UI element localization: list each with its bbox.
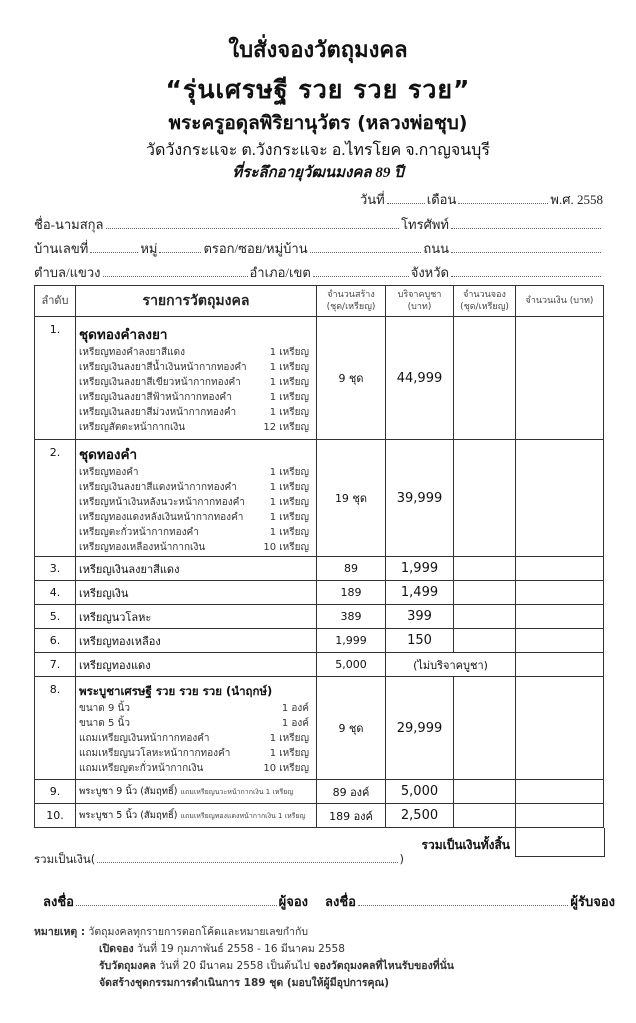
receiver-signature-row [325, 891, 615, 912]
created-qty: 1,999 [317, 629, 386, 653]
sub-item: ขนาด 5 นิ้ว 1 องค์ [79, 717, 309, 729]
row-no: 5. [35, 605, 76, 629]
district-row [34, 262, 603, 283]
table-row [35, 605, 604, 629]
reserve-qty-input[interactable] [454, 581, 516, 605]
total-words-field[interactable] [97, 852, 397, 863]
sub-item: เหรียญตะกั่วหน้ากากทองคำ 1 เหรียญ [79, 527, 309, 538]
booker-signature-row [43, 891, 308, 912]
sub-item: เหรียญเงินลงยาสีน้ำเงินหน้ากากทองคำ 1 เหรียญ [79, 362, 309, 373]
sub-item: เหรียญเงินลงยาสีเขียวหน้ากากทองคำ 1 เหรียญ [79, 377, 309, 388]
amount-input[interactable] [516, 804, 604, 828]
donation-price: 1,499 [386, 581, 454, 605]
created-qty: 5,000 [317, 653, 386, 677]
year-label: พ.ศ. 2558 [550, 192, 603, 207]
booker-signature-field[interactable] [76, 895, 277, 906]
temple-address: วัดวังกระแจะ ต.วังกระแจะ อ.ไทรโยค จ.กาญจนบุรี [146, 142, 490, 159]
total-words-label: รวมเป็นเงิน( [34, 852, 96, 866]
row-item [76, 317, 317, 440]
order-table [34, 285, 604, 828]
col-item: รายการวัตถุมงคล [76, 286, 317, 317]
sub-item: แถมเหรียญตะกั่วหน้ากากเงิน 10 เหรียญ [79, 762, 309, 774]
phone-label: โทรศัพท์ [401, 217, 449, 232]
table-row [35, 581, 604, 605]
col-amount: จำนวนเงิน (บาท) [516, 286, 604, 317]
row-item: เหรียญทองเหลือง [76, 629, 317, 653]
sub-item: ขนาด 9 นิ้ว 1 องค์ [79, 702, 309, 714]
col-reserve: จำนวนจอง (ชุด/เหรียญ) [454, 286, 516, 317]
amount-input[interactable] [516, 317, 604, 440]
reserve-qty-input[interactable] [454, 677, 516, 780]
name-row [34, 214, 603, 235]
sub-item: เหรียญทองเหลืองหน้ากากเงิน 10 เหรียญ [79, 542, 309, 553]
donation-price: 5,000 [386, 780, 454, 804]
house-no-field[interactable] [90, 242, 138, 253]
table-row [35, 557, 604, 581]
booker-role: ผู้จอง [278, 895, 308, 910]
reserve-qty-input[interactable] [454, 557, 516, 581]
phone-field[interactable] [451, 218, 601, 229]
receiver-role: ผู้รับจอง [570, 895, 615, 910]
row-item: พระบูชา 5 นิ้ว (สัมฤทธิ์) แถมเหรียญทองแดงหน้ากากเงิน 1 เหรียญ [76, 804, 317, 828]
row-item: เหรียญเงินลงยาสีแดง [76, 557, 317, 581]
name-label: ชื่อ-นามสกุล [34, 217, 104, 232]
sign-label: ลงชื่อ [43, 895, 74, 910]
table-header [35, 286, 604, 317]
amount-input[interactable] [516, 629, 604, 653]
row-item: พระบูชา 9 นิ้ว (สัมฤทธิ์) แถมเหรียญนวะหน้ากากเงิน 1 เหรียญ [76, 780, 317, 804]
amount-input[interactable] [516, 557, 604, 581]
house-no-label: บ้านเลขที่ [34, 241, 89, 256]
set-title: พระบูชาเศรษฐี รวย รวย รวย (นำฤกษ์) [79, 683, 273, 698]
sub-item: เหรียญสัตตะหน้ากากเงิน 12 เหรียญ [79, 422, 309, 433]
row-no: 6. [35, 629, 76, 653]
total-words-row: รวมเป็นเงิน( ) [34, 851, 404, 869]
province-field[interactable] [451, 266, 601, 277]
alley-label: ตรอก/ซอย/หมู่บ้าน [203, 241, 308, 256]
row-no: 8. [35, 677, 76, 780]
table-row [35, 440, 604, 557]
donation-price: 399 [386, 605, 454, 629]
notes-label: หมายเหตุ : [34, 926, 86, 938]
sub-item: เหรียญเงินลงยาสีแดงหน้ากากทองคำ 1 เหรียญ [79, 482, 309, 493]
row-no: 10. [35, 804, 76, 828]
date-row [360, 189, 603, 210]
table-row [35, 677, 604, 780]
table-row [35, 629, 604, 653]
date-field[interactable] [387, 193, 425, 204]
reserve-qty-input[interactable] [454, 629, 516, 653]
monk-name: พระครูอดุลพิริยานุวัตร (หลวงพ่อชุบ) [168, 112, 468, 134]
reserve-qty-input[interactable] [454, 780, 516, 804]
row-no: 1. [35, 317, 76, 440]
created-qty: 89 องค์ [317, 780, 386, 804]
amount-input[interactable] [516, 581, 604, 605]
reserve-qty-input[interactable] [454, 317, 516, 440]
notes-section: หมายเหตุ : วัตถุมงคลทุกรายการตอกโค้ดและหมายเลขกำกับ เปิดจอง วันที่ 19 กุมภาพันธ์ 2558 - 16 มีนาคม 2558 รับวัตถุมงคล วันที่ 20 มีนาคม 2558 เป็นต้นไป จองวัตถุมงคลที่ไหนรับของที่นั่น จัดสร้างชุดกรรมการดำเนินการ 189 ชุด (มอบให้ผู้มีอุปการคุณ) [34, 926, 454, 989]
donation-price: 39,999 [386, 440, 454, 557]
sub-item: เหรียญเงินลงยาสีฟ้าหน้ากากทองคำ 1 เหรียญ [79, 392, 309, 403]
row-no: 3. [35, 557, 76, 581]
col-order: ลำดับ [35, 286, 76, 317]
table-row [35, 653, 604, 677]
sub-item: เหรียญทองคำลงยาสีแดง 1 เหรียญ [79, 347, 309, 358]
row-no: 9. [35, 780, 76, 804]
address-row [34, 238, 603, 259]
road-field[interactable] [451, 242, 601, 253]
row-item: เหรียญเงิน [76, 581, 317, 605]
sign-label: ลงชื่อ [325, 895, 356, 910]
sub-item: แถมเหรียญนวโลหะหน้ากากทองคำ 1 เหรียญ [79, 747, 309, 759]
table-row [35, 780, 604, 804]
moo-label: หมู่ [140, 241, 158, 256]
amount-input[interactable] [516, 780, 604, 804]
set-title: ชุดทองคำลงยา [79, 327, 168, 343]
amount-input[interactable] [516, 605, 604, 629]
created-qty: 189 [317, 581, 386, 605]
donation-price: 2,500 [386, 804, 454, 828]
alley-field[interactable] [310, 242, 422, 253]
sub-item: เหรียญทองแดงหลังเงินหน้ากากทองคำ 1 เหรียญ [79, 512, 309, 523]
no-donation-note: (ไม่บริจาคบูชา) [386, 653, 516, 677]
month-field[interactable] [458, 193, 548, 204]
grand-total-input[interactable] [515, 828, 605, 857]
table-row [35, 804, 604, 828]
row-item [76, 677, 317, 780]
series-title: “รุ่นเศรษฐี รวย รวย รวย” [165, 75, 471, 104]
province-label: จังหวัด [410, 265, 449, 280]
donation-price: 1,999 [386, 557, 454, 581]
created-qty: 89 [317, 557, 386, 581]
row-item [76, 440, 317, 557]
form-title: ใบสั่งจองวัตถุมงคล [228, 38, 408, 63]
moo-field[interactable] [159, 242, 201, 253]
row-no: 7. [35, 653, 76, 677]
col-donation: บริจาคบูชา (บาท) [386, 286, 454, 317]
subdistrict-label: ตำบล/แขวง [34, 265, 101, 280]
sub-item: เหรียญเงินลงยาสีม่วงหน้ากากทองคำ 1 เหรียญ [79, 407, 309, 418]
created-qty: 189 องค์ [317, 804, 386, 828]
reserve-qty-input[interactable] [454, 605, 516, 629]
col-created: จำนวนสร้าง (ชุด/เหรียญ) [317, 286, 386, 317]
created-qty: 9 ชุด [317, 677, 386, 780]
sub-item: เหรียญทองคำ 1 เหรียญ [79, 467, 309, 478]
road-label: ถนน [423, 241, 449, 256]
set-title: ชุดทองคำ [79, 447, 138, 463]
row-item: เหรียญนวโลหะ [76, 605, 317, 629]
amount-input[interactable] [516, 440, 604, 557]
bonus-note: แถมเหรียญทองแดงหน้ากากเงิน 1 เหรียญ [180, 812, 306, 820]
date-label: วันที่ [360, 192, 385, 207]
created-qty: 19 ชุด [317, 440, 386, 557]
subdistrict-field[interactable] [103, 266, 248, 277]
amount-input[interactable] [516, 677, 604, 780]
sub-item: เหรียญหน้าเงินหลังนวะหน้ากากทองคำ 1 เหรียญ [79, 497, 309, 508]
donation-price: 29,999 [386, 677, 454, 780]
table-row [35, 317, 604, 440]
donation-price: 44,999 [386, 317, 454, 440]
occasion: ที่ระลึกอายุวัฒนมงคล 89 ปี [232, 165, 404, 181]
district-field[interactable] [313, 266, 409, 277]
reserve-qty-input[interactable] [454, 440, 516, 557]
amount-input[interactable] [516, 653, 604, 677]
row-item: เหรียญทองแดง [76, 653, 317, 677]
receiver-signature-field[interactable] [358, 895, 568, 906]
district-label: อำเภอ/เขต [249, 265, 311, 280]
name-field[interactable] [106, 218, 400, 229]
donation-price: 150 [386, 629, 454, 653]
row-no: 2. [35, 440, 76, 557]
bonus-note: แถมเหรียญนวะหน้ากากเงิน 1 เหรียญ [180, 788, 294, 796]
sub-item: แถมเหรียญเงินหน้ากากทองคำ 1 เหรียญ [79, 732, 309, 744]
created-qty: 389 [317, 605, 386, 629]
row-no: 4. [35, 581, 76, 605]
month-label: เดือน [426, 192, 457, 207]
created-qty: 9 ชุด [317, 317, 386, 440]
grand-total-label: รวมเป็นเงินทั้งสิ้น [421, 838, 510, 852]
reserve-qty-input[interactable] [454, 804, 516, 828]
